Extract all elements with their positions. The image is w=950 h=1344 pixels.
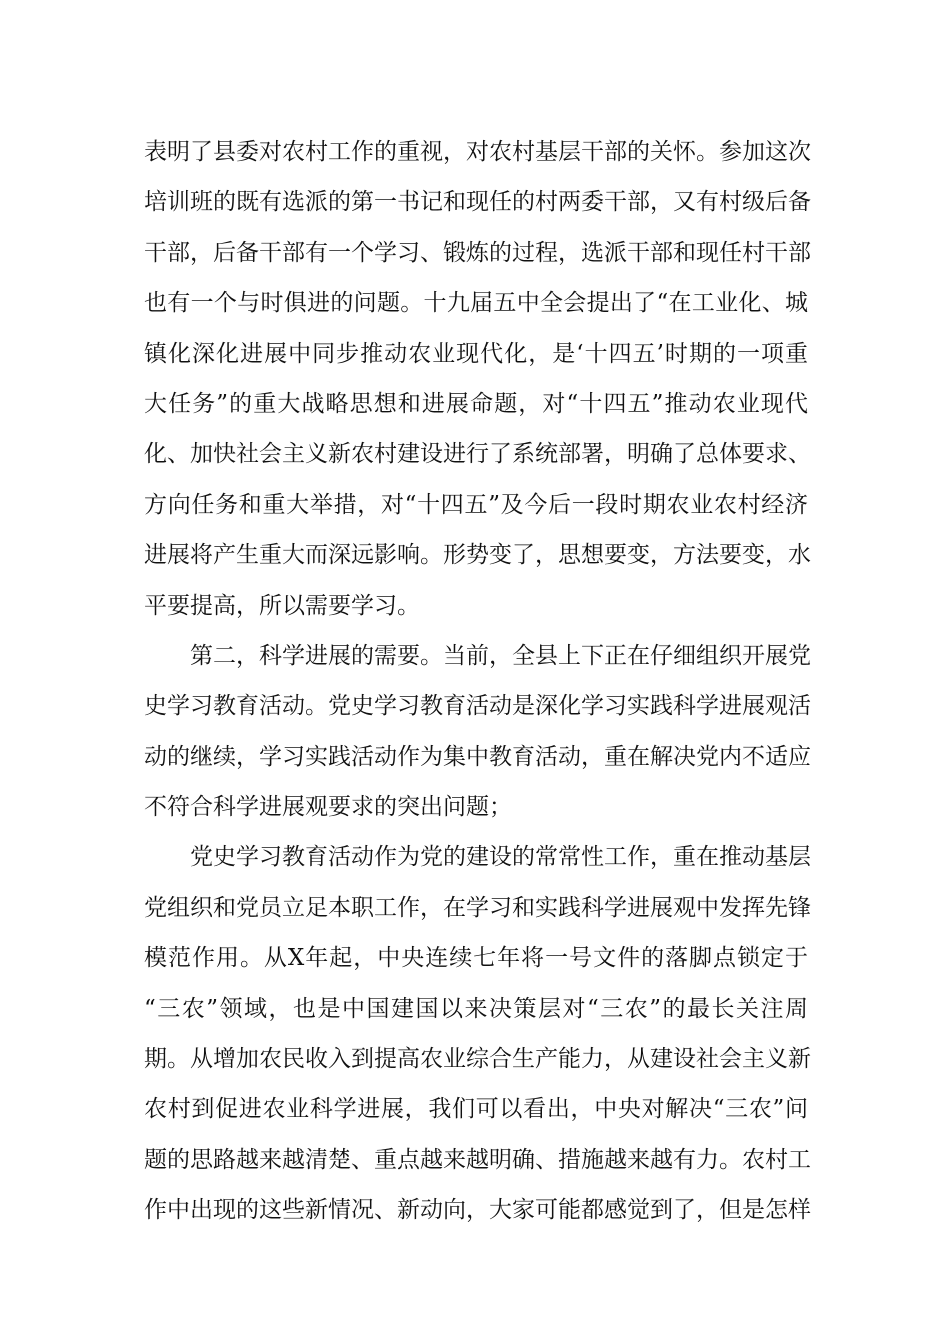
paragraph-1 [144,127,811,631]
text-line: 进展将产生重大而深远影响。形势变了，思想要变，方法要变，水 [144,542,811,569]
text-line: 农村到促进农业科学进展，我们可以看出，中央对解决“三农”问 [144,1096,808,1123]
text-line: 动的继续，学习实践活动作为集中教育活动，重在解决党内不适应 [144,743,811,770]
text-line: 也有一个与时俱进的问题。十九届五中全会提出了“在工业化、城 [144,290,808,317]
text-line: 史学习教育活动。党史学习教育活动是深化学习实践科学进展观活 [144,693,811,720]
text-line: 题的思路越来越清楚、重点越来越明确、措施越来越有力。农村工 [144,1146,811,1173]
text-line: 期。从增加农民收入到提高农业综合生产能力，从建设社会主义新 [144,1046,811,1073]
text-line: 方向任务和重大举措，对“十四五”及今后一段时期农业农村经济 [144,491,808,518]
text-line: 作中出现的这些新情况、新动向，大家可能都感觉到了，但是怎样 [144,1197,811,1224]
text-line: 不符合科学进展观要求的突出问题； [144,794,512,821]
paragraph-2 [144,631,811,833]
paragraph-3 [144,832,811,1235]
document-body [144,127,811,1236]
text-line: 培训班的既有选派的第一书记和现任的村两委干部，又有村级后备 [144,189,811,216]
text-line: 模范作用。从X年起，中央连续七年将一号文件的落脚点锁定于 [144,945,808,972]
text-line: 党组织和党员立足本职工作，在学习和实践科学进展观中发挥先锋 [144,894,811,921]
text-line: 大任务”的重大战略思想和进展命题，对“十四五”推动农业现代 [144,390,808,417]
text-line: 第二，科学进展的需要。当前，全县上下正在仔细组织开展党 [190,642,811,669]
text-line: “三农”领域，也是中国建国以来决策层对“三农”的最长关注周 [144,995,808,1022]
text-line: 平要提高，所以需要学习。 [144,592,420,619]
text-line: 镇化深化进展中同步推动农业现代化，是‘十四五’时期的一项重 [144,340,808,367]
text-line: 化、加快社会主义新农村建设进行了系统部署，明确了总体要求、 [144,441,811,468]
text-line: 党史学习教育活动作为党的建设的常常性工作，重在推动基层 [190,844,811,871]
text-line: 表明了县委对农村工作的重视，对农村基层干部的关怀。参加这次 [144,139,811,165]
text-line: 干部，后备干部有一个学习、锻炼的过程，选派干部和现任村干部 [144,239,811,266]
